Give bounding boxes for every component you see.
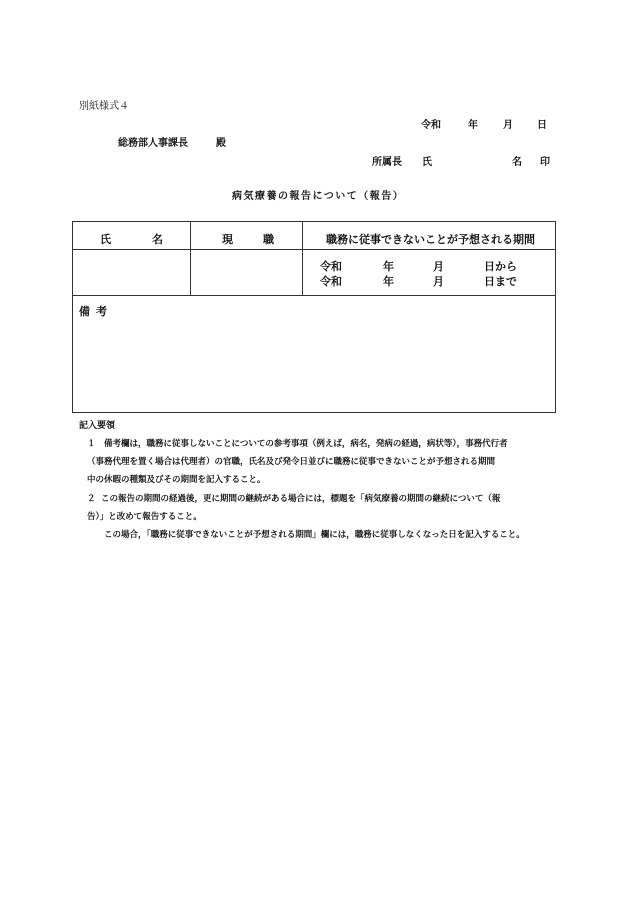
date-day: 日 (537, 120, 547, 131)
header-position-1: 現 (222, 233, 233, 246)
sender-seal-label: 印 (540, 157, 550, 168)
date-month: 月 (503, 120, 513, 131)
period-from-year: 年 (383, 260, 394, 273)
period-to-era: 令和 (320, 275, 342, 288)
header-name-2: 名 (152, 233, 163, 246)
notes-heading: 記入要領 (79, 421, 116, 431)
remarks-label: 備考 (79, 305, 113, 318)
date-year: 年 (468, 120, 478, 131)
note-2-line-3: この場合，「職務に従事できないことが予想される期間」欄には，職務に従事しなくなった日を記入すること。 (104, 530, 525, 540)
date-era: 令和 (421, 120, 441, 131)
period-to-year: 年 (383, 275, 394, 288)
note-1-line-3: 中の休暇の種類及びその期間を記入すること。 (87, 475, 266, 485)
period-to-month: 月 (433, 275, 444, 288)
period-from-day: 日から (484, 260, 517, 273)
note-1-line-2: （事務代理を置く場合は代理者）の官職，氏名及び発令日並びに職務に従事できないことが予想される期間 (87, 457, 496, 467)
period-from-month: 月 (433, 260, 444, 273)
header-position-2: 職 (263, 233, 274, 246)
recipient-honorific: 殿 (216, 138, 226, 149)
header-period: 職務に従事できないことが予想される期間 (326, 233, 535, 246)
table-divider (72, 295, 556, 296)
table-divider (190, 221, 191, 295)
note-2-number: ２ (87, 494, 96, 504)
table-divider (302, 221, 303, 295)
sender-name-label-2: 名 (512, 157, 522, 168)
recipient-title: 総務部人事課長 (118, 138, 188, 149)
sender-title: 所属長 (372, 157, 402, 168)
sender-name-label-1: 氏 (422, 157, 432, 168)
note-2-line-1: この報告の期間の経過後，更に期間の継続がある場合には，標題を「病気療養の期間の継続について（報 (101, 494, 501, 504)
table-divider (72, 249, 556, 250)
document-title: 病気療養の報告について（報告） (232, 191, 405, 202)
period-to-day: 日まで (484, 275, 517, 288)
form-number: 別紙様式４ (79, 101, 129, 112)
note-1-line-1: 備考欄は，職務に従事しないことについての参考事項（例えば，病名，発病の経過，病状等），事務代行者 (104, 439, 508, 449)
period-from-era: 令和 (320, 260, 342, 273)
note-2-line-2: 告）」と改めて報告すること。 (87, 512, 202, 522)
header-name-1: 氏 (100, 233, 111, 246)
note-1-number: １ (87, 439, 96, 449)
